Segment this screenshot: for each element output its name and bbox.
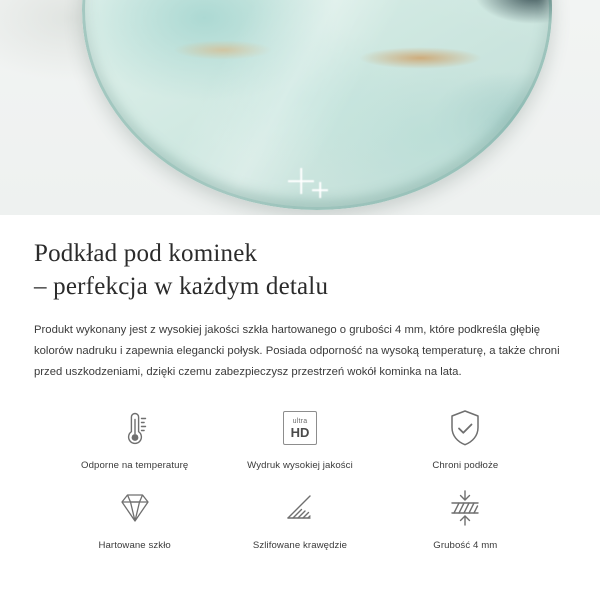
polished-edge-icon xyxy=(279,485,321,531)
shield-check-icon xyxy=(444,405,486,451)
feature-item-surface-protection xyxy=(383,405,548,471)
feature-grid xyxy=(34,405,566,551)
ultra-hd-badge-top: ultra xyxy=(292,417,308,425)
glass-disc-product-image xyxy=(82,0,552,210)
hero-image xyxy=(0,0,600,215)
feature-item-thickness xyxy=(383,485,548,551)
description-paragraph: Produkt wykonany jest z wysokiej jakości szkła hartowanego o grubości 4 mm, które podkreśla głębię kolorów nadruku i zapewnia elegancki połysk. Posiada odporność na wysoką temperaturę, a także chroni przed uszkodzeniami, dzięki czemu zabezpieczysz przestrzeń wokół kominka na lata. xyxy=(34,324,560,378)
ultra-hd-badge-bottom: HD xyxy=(290,424,310,440)
feature-item-polished-edges xyxy=(217,485,382,551)
ultra-hd-icon xyxy=(283,405,317,451)
feature-label: Odporne na temperaturę xyxy=(81,460,189,471)
feature-label: Hartowane szkło xyxy=(98,540,171,551)
thermometer-icon xyxy=(115,405,155,451)
marble-artwork xyxy=(82,0,552,210)
feature-label: Chroni podłoże xyxy=(432,460,499,471)
content-section xyxy=(0,237,600,551)
feature-label: Wydruk wysokiej jakości xyxy=(247,460,353,471)
feature-label: Szlifowane krawędzie xyxy=(252,540,348,551)
feature-item-temperature xyxy=(52,405,217,471)
headline-line-1: Podkład pod kominek xyxy=(34,240,258,267)
headline-line-2: – perfekcja w każdym detalu xyxy=(34,273,329,300)
diamond-icon xyxy=(113,485,157,531)
feature-item-print-quality xyxy=(217,405,382,471)
thickness-icon xyxy=(443,485,487,531)
feature-label: Grubość 4 mm xyxy=(433,540,498,551)
page-title xyxy=(34,237,566,303)
feature-item-tempered-glass xyxy=(52,485,217,551)
